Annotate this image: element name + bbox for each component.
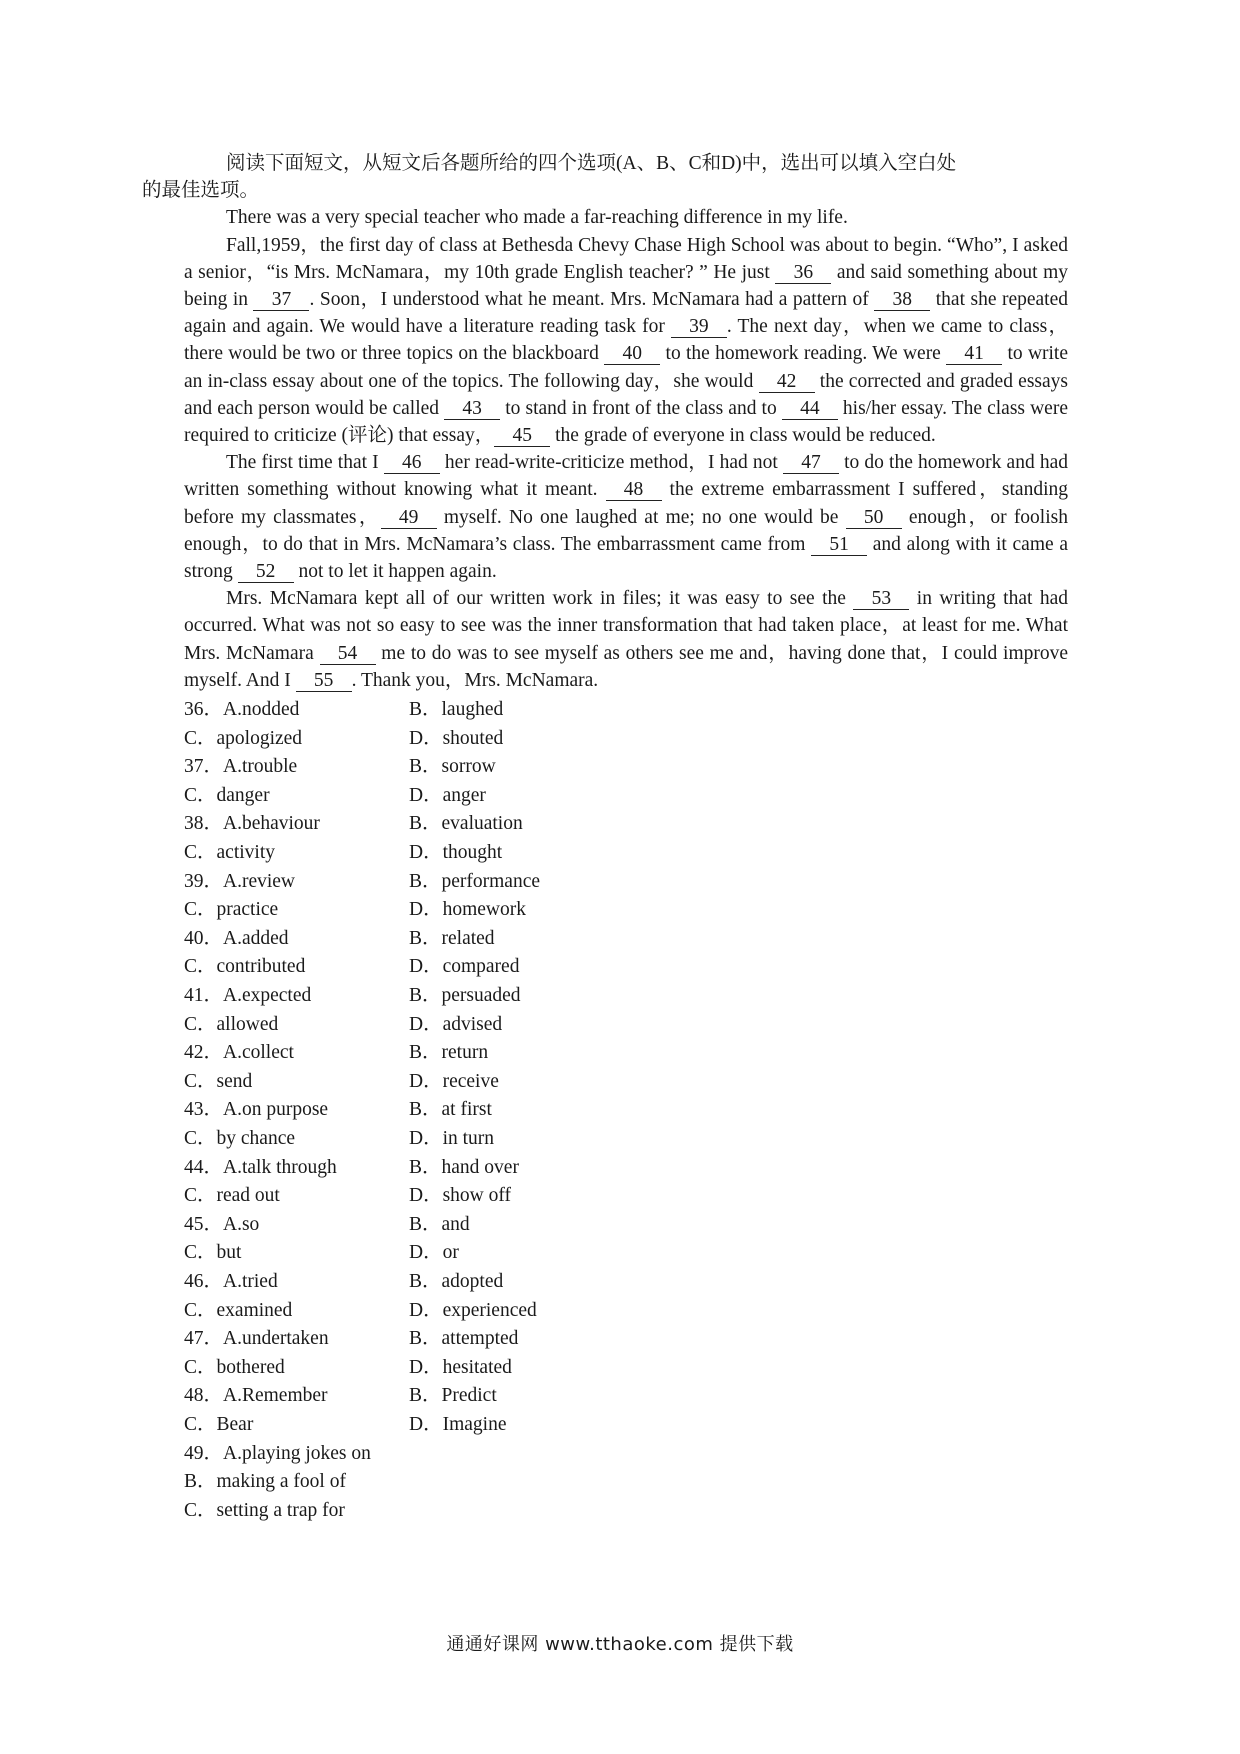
passage-text: Mrs. McNamara kept all of our written work in files; it was easy to see the (226, 588, 854, 610)
option-right: D．or (409, 1242, 459, 1264)
blank-52: 52 (238, 562, 294, 583)
option-right: B．evaluation (409, 813, 523, 835)
option-left: 48．A.Remember (184, 1385, 328, 1407)
option-right: B．at first (409, 1099, 492, 1121)
passage-text: and along with it came a strong (184, 533, 1068, 583)
option-right: B．performance (409, 870, 541, 892)
option-right: B．sorrow (409, 756, 496, 778)
option-left: 36．A.nodded (184, 699, 300, 721)
blank-45: 45 (494, 426, 550, 447)
option-right: D．experienced (409, 1299, 537, 1321)
option-left: 44．A.talk through (184, 1156, 337, 1178)
option-right: B．adopted (409, 1270, 504, 1292)
option-row (184, 810, 1068, 839)
option-right: B．persuaded (409, 985, 521, 1006)
option-row (184, 782, 1068, 811)
passage-text: the grade of everyone in class would be reduced. (550, 425, 936, 447)
option-left: C．but (184, 1242, 242, 1264)
passage-text: to do the homework and had written something without knowing what it meant. (184, 452, 1068, 501)
passage-text: the extreme embarrassment I suffered，standing before my classmates， (184, 479, 1068, 528)
option-row (184, 696, 1068, 725)
option-row (184, 1182, 1068, 1211)
option-text: C．setting a trap for (184, 1499, 345, 1521)
option-right: B．attempted (409, 1328, 519, 1350)
option-left: C．activity (184, 842, 275, 864)
instructions-line-2: 的最佳选项。 (142, 180, 260, 202)
passage-text: to stand in front of the class and to (500, 397, 782, 419)
option-right: D．receive (409, 1070, 499, 1092)
blank-48: 48 (606, 480, 662, 501)
option-right: D．show off (409, 1185, 512, 1207)
option-right: B．return (409, 1042, 489, 1064)
document-page (142, 150, 1069, 1525)
option-left: C．read out (184, 1185, 280, 1207)
option-left: C．by chance (184, 1127, 296, 1149)
option-left: C．send (184, 1070, 253, 1092)
option-right: D．homework (409, 899, 526, 921)
option-row (184, 1468, 1068, 1497)
option-right: D．thought (409, 842, 503, 864)
blank-53: 53 (853, 589, 909, 610)
passage-text: not to let it happen again. (293, 561, 497, 583)
instructions (142, 150, 1068, 204)
option-left: C．contributed (184, 956, 306, 978)
option-text: B．making a fool of (184, 1471, 346, 1493)
option-row (184, 1125, 1068, 1154)
option-right: B．related (409, 927, 495, 949)
passage-paragraph-4 (184, 585, 1068, 694)
passage-text: to write an in-class essay about one of the topics. The following day，she would (184, 343, 1069, 392)
blank-40: 40 (604, 344, 660, 365)
option-row (184, 1497, 1068, 1526)
option-row (184, 1096, 1068, 1125)
passage-text: myself. No one laughed at me; no one would be (436, 506, 846, 528)
option-row (184, 1068, 1068, 1097)
options-list (184, 696, 1068, 1525)
blank-37: 37 (253, 290, 309, 311)
option-row (184, 1411, 1068, 1440)
passage-text: her read-write-criticize method，I had not (439, 452, 783, 474)
blank-54: 54 (320, 644, 376, 665)
option-right: B．and (409, 1213, 470, 1235)
blank-36: 36 (775, 263, 831, 284)
blank-41: 41 (946, 344, 1002, 365)
option-right: D．Imagine (409, 1413, 507, 1435)
option-right: D．in turn (409, 1127, 495, 1149)
option-left: 41．A.expected (184, 985, 312, 1006)
option-row (184, 1325, 1068, 1354)
passage-text: . Thank you，Mrs. McNamara. (351, 669, 599, 691)
option-row (184, 953, 1068, 982)
option-left: C．bothered (184, 1356, 285, 1378)
passage-paragraph-2 (184, 232, 1068, 450)
option-right: D．anger (409, 784, 486, 806)
footer-credit: 通通好课网 www.tthaoke.com 提供下载 (446, 1634, 794, 1655)
passage-paragraph-3 (184, 449, 1068, 585)
blank-46: 46 (384, 453, 440, 474)
option-row (184, 1354, 1068, 1383)
passage-text: . The next day，when we came to class，there would be two or three topics on the blackboard (184, 316, 1068, 365)
blank-49: 49 (381, 508, 437, 529)
option-left: C．allowed (184, 1013, 279, 1035)
passage-text: that she repeated again and again. We would have a literature reading task for (184, 289, 1069, 338)
option-row (184, 868, 1068, 897)
passage-text: enough，or foolish enough，to do that in Mrs. McNamara’s class. The embarrassment came from (184, 506, 1068, 555)
option-row (184, 1297, 1068, 1326)
blank-39: 39 (671, 317, 727, 338)
passage-text: his/her essay. The class were required to criticize (评论) that essay， (184, 397, 1068, 447)
passage-text: the corrected and graded essays and each person would be called (184, 370, 1068, 419)
option-left: 43．A.on purpose (184, 1099, 329, 1121)
option-right: B．laughed (409, 699, 504, 721)
option-row (184, 1440, 1068, 1469)
option-row (184, 1211, 1068, 1240)
option-right: B．Predict (409, 1385, 497, 1407)
instructions-line-1: 阅读下面短文，从短文后各题所给的四个选项(A、B、C和D)中，选出可以填入空白处 (226, 153, 957, 174)
option-left: C．examined (184, 1299, 293, 1321)
option-left: 37．A.trouble (184, 756, 298, 778)
option-left: 42．A.collect (184, 1042, 294, 1064)
option-right: D．shouted (409, 727, 504, 749)
blank-50: 50 (846, 508, 902, 529)
option-left: 38．A.behaviour (184, 813, 320, 835)
option-left: C．Bear (184, 1413, 254, 1435)
option-left: C．practice (184, 899, 279, 921)
option-row (184, 1154, 1068, 1183)
blank-42: 42 (759, 372, 815, 393)
option-right: D．compared (409, 956, 520, 978)
passage-text: in writing that had occurred. What was not so easy to see was the inner transformation that had taken place，at least for me. What Mrs. McNamara (184, 588, 1068, 664)
option-row (184, 1011, 1068, 1040)
option-text: 49．A.playing jokes on (184, 1442, 371, 1464)
option-left: 45．A.so (184, 1213, 260, 1235)
option-right: D．hesitated (409, 1356, 512, 1378)
option-row (184, 725, 1068, 754)
passage-text: . Soon，I understood what he meant. Mrs. McNamara had a pattern of (309, 289, 875, 311)
option-row (184, 896, 1068, 925)
blank-47: 47 (783, 453, 839, 474)
option-row (184, 925, 1068, 954)
option-left: 47．A.undertaken (184, 1328, 329, 1350)
passage-text: to the homework reading. We were (660, 343, 947, 365)
blank-44: 44 (782, 399, 838, 420)
blank-51: 51 (811, 535, 867, 556)
option-row (184, 839, 1068, 868)
passage-text: me to do was to see myself as others see me and，having done that，I could improve myself. And I (184, 642, 1069, 691)
blank-38: 38 (874, 290, 930, 311)
option-row (184, 982, 1068, 1011)
option-left: 46．A.tried (184, 1270, 278, 1292)
option-right: D．advised (409, 1013, 503, 1035)
option-right: B．hand over (409, 1156, 519, 1178)
option-row (184, 1268, 1068, 1297)
option-left: C．danger (184, 784, 270, 806)
passage-paragraph-1: There was a very special teacher who made a far-reaching difference in my life. (226, 207, 848, 229)
option-row (184, 1039, 1068, 1068)
option-left: 40．A.added (184, 927, 289, 949)
passage-text: Fall,1959，the first day of class at Bethesda Chevy Chase High School was about to begin. “Who”, I asked a senior，“is Mrs. McNamara，my 10th grade English teacher? ” He just (184, 234, 1068, 283)
option-row (184, 1382, 1068, 1411)
passage-text: The first time that I (226, 452, 384, 474)
option-row (184, 753, 1068, 782)
passage-text: and said something about my being in (184, 261, 1068, 311)
blank-43: 43 (444, 399, 500, 420)
blank-55: 55 (296, 671, 352, 692)
option-left: 39．A.review (184, 870, 296, 892)
option-row (184, 1239, 1068, 1268)
option-left: C．apologized (184, 727, 303, 749)
